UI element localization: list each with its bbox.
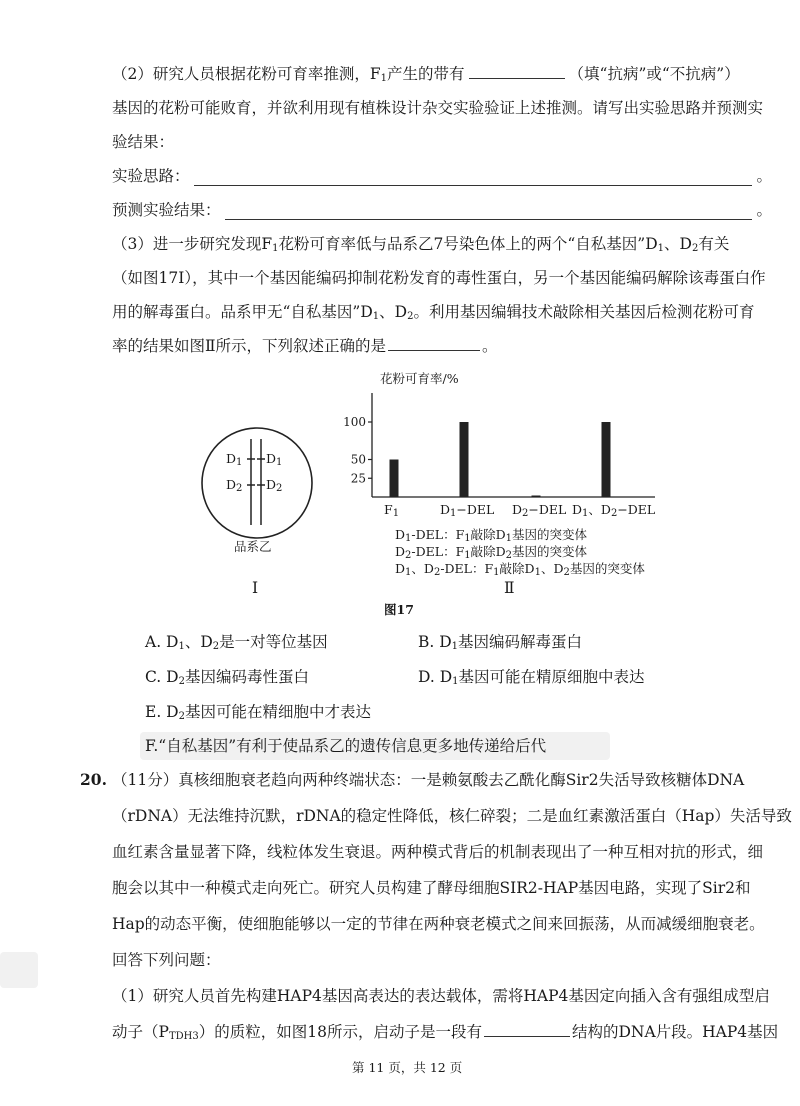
bar-F1 [390,460,399,498]
option-b[interactable]: B. $D_1$基因编码解毒蛋白 [418,633,583,652]
option-c[interactable]: C. $D_2$基因编码毒性蛋白 [145,668,309,687]
predicted-result-row [112,200,772,220]
q20-line1: （11分）真核细胞衰老趋向两种终端状态：一是赖氨酸去乙酰化酶Sir2失活导致核糖体DNA [112,771,745,789]
x-tick-label: $D_2-DEL$ [512,502,567,519]
option-d[interactable]: D. $D_1$基因可能在精原细胞中表达 [418,668,645,687]
cell-outline [202,428,312,538]
gene-label-d1-right: $D_1$ [266,451,283,468]
q3-text: （3）进一步研究发现F [112,235,273,253]
q3-sub: 1 [372,311,380,322]
y-tick-label: 25 [350,471,366,486]
q20-line2: （rDNA）无法维持沉默，rDNA的稳定性降低，核仁碎裂；二是血红素激活蛋白（Hap）失活导致 [112,807,792,825]
scan-smudge [0,952,38,988]
x-tick-label: $D_1$、$D_2-DEL$ [572,502,656,519]
x-tick-label: $F_1$ [384,502,400,519]
q20-line5: Hap的动态平衡，使细胞能够以一定的节律在两种衰老模式之间来回振荡，从而减缓细胞衰老。 [112,915,765,933]
y-tick-label: 100 [343,415,366,429]
q3-sub: 1 [657,243,665,254]
q3-sub: 2 [691,243,699,254]
q20-line6: 回答下列问题： [112,951,221,969]
period: 。 [482,337,498,355]
q20-line4: 胞会以其中一种模式走向死亡。研究人员构建了酵母细胞SIR2-HAP基因电路，实现了Sir2和 [112,879,751,897]
question-number-20: 20. [80,770,107,789]
q2-line3: 验结果： [112,133,175,151]
gene-label-d1-left: $D_1$ [226,451,243,468]
q20-line7: （1）研究人员首先构建HAP4基因高表达的表达载体，需将HAP4基因定向插入含有强组成型启 [112,987,770,1005]
x-tick-label: $D_1-DEL$ [440,502,495,519]
y-axis-label: 花粉可育率/% [380,371,459,386]
legend-line-3: $D_1$、$D_2$-DEL：$F_1$敲除$D_1$、$D_2$基因的突变体 [395,561,645,578]
q3-text: 、D [664,235,692,253]
option-f[interactable]: F.“自私基因”有利于使品系乙的遗传信息更多地传递给后代 [145,737,547,755]
option-a[interactable]: A. $D_1$、$D_2$是一对等位基因 [145,633,328,652]
q3-sub: 1 [272,243,279,254]
q2-line2: 基因的花粉可能败育，并欲利用现有植株设计杂交实验验证上述推测。请写出实验思路并预测实 [112,99,764,117]
cell-diagram [195,425,325,555]
q3-sub: 2 [407,311,414,322]
experiment-idea-blank[interactable] [194,171,753,186]
y-tick-label: 50 [350,452,366,467]
gene-label-d2-left: $D_2$ [226,477,243,494]
experiment-idea-row [112,166,772,186]
answer-blank-promoter[interactable] [484,1022,570,1037]
q3-line4 [112,336,498,356]
legend-line-1: $D_1$-DEL：$F_1$敲除$D_1$基因的突变体 [395,527,588,544]
legend-line-2: $D_2$-DEL：$F_1$敲除$D_2$基因的突变体 [395,544,588,561]
figure-caption: 图17 [384,602,414,617]
q3-text: 。利用基因编辑技术敲除相关基因后检测花粉可育 [413,303,755,321]
q3-text: 率的结果如图Ⅱ所示，下列叙述正确的是 [112,337,387,355]
q3-text: 花粉可育率低与品系乙7号染色体上的两个“自私基因”D [278,235,658,253]
predicted-result-label: 预测实验结果： [112,201,221,219]
period: 。 [756,167,772,185]
q20-line8: 动子$(P_{TDH3})$的质粒，如图18所示，启动子是一段有 结构的DNA片段。HAP4基因 [112,1023,779,1042]
bar-D2-DEL [532,496,541,498]
q2-text: （填“抗病”或“不抗病”） [568,65,740,83]
q3-text: 有关 [698,235,730,253]
bar-D1-DEL [460,422,469,497]
q3-line1 [112,234,729,254]
experiment-idea-label: 实验思路： [112,167,190,185]
q3-line3 [112,302,754,322]
option-e[interactable]: E. $D_2$基因可能在精细胞中才表达 [145,703,371,722]
q2-text: 产生的带有 [387,65,465,83]
q2-line1 [112,64,740,84]
period: 。 [756,201,772,219]
answer-blank-choice[interactable] [388,336,480,351]
q3-text: 用的解毒蛋白。品系甲无“自私基因”D [112,303,373,321]
panel-label-I: Ⅰ [252,579,259,597]
q2-sub: 1 [380,73,387,84]
predicted-result-blank[interactable] [225,205,753,220]
gene-label-d2-right: $D_2$ [266,477,283,494]
panel-label-II: Ⅱ [504,579,515,597]
q2-text: （2）研究人员根据花粉可育率推测，F [112,65,381,83]
page-footer: 第 11 页，共 12 页 [352,1060,463,1075]
bar-D1、D2-DEL [602,422,611,497]
q20-line3: 血红素含量显著下降，线粒体发生衰退。两种模式背后的机制表现出了一种互相对抗的形式，细 [112,843,764,861]
answer-blank-gene[interactable] [469,64,565,79]
q3-line2: （如图17Ⅰ），其中一个基因能编码抑制花粉发育的毒性蛋白，另一个基因能编码解除该毒蛋白作 [112,269,766,287]
cell-caption: 品系乙 [234,539,272,554]
q3-text: 、D [379,303,408,321]
